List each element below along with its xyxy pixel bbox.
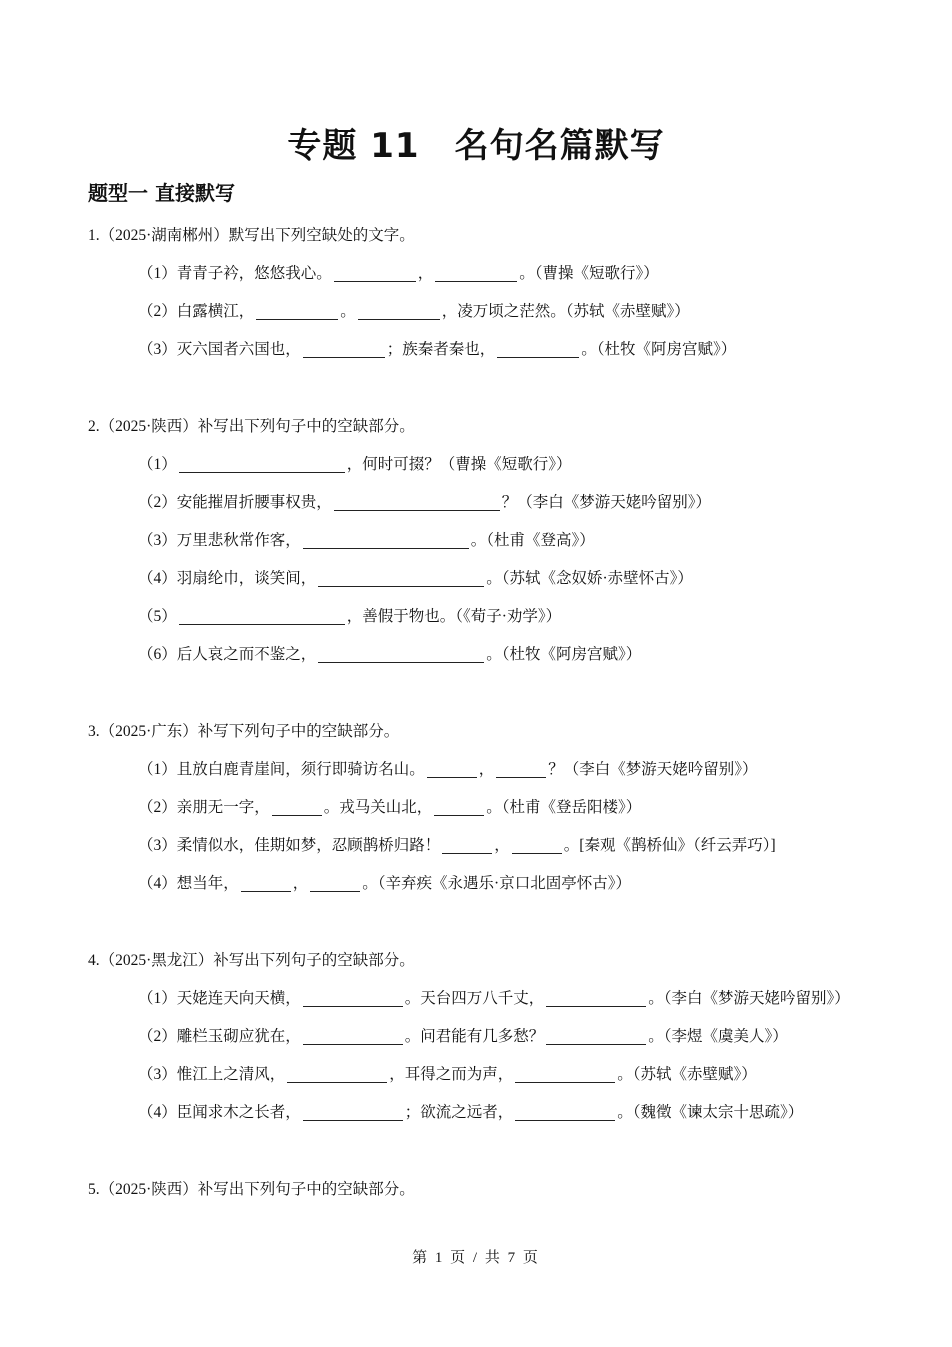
- sub-item-text: ，: [292, 875, 309, 892]
- answer-blank[interactable]: [497, 337, 579, 358]
- sub-item-text: （1）: [138, 456, 177, 473]
- sub-item: [88, 1018, 892, 1056]
- answer-blank[interactable]: [515, 1062, 615, 1083]
- sub-item: [88, 293, 892, 331]
- sub-item-text: ，: [494, 837, 510, 854]
- sub-item-text: ，: [417, 265, 434, 282]
- sub-item: [88, 484, 892, 522]
- sub-item: [88, 1094, 892, 1132]
- sub-item-text: 。（李煜《虞美人》）: [648, 1028, 788, 1045]
- sub-item-text: 。天台四万八千丈，: [404, 990, 545, 1007]
- answer-blank[interactable]: [546, 986, 646, 1007]
- answer-blank[interactable]: [515, 1100, 615, 1121]
- answer-blank[interactable]: [303, 337, 385, 358]
- sub-item-text: 。问君能有几多愁？: [404, 1028, 545, 1045]
- sub-item: [88, 827, 892, 865]
- sub-item-text: 。（杜甫《登岳阳楼》）: [486, 799, 642, 816]
- sub-item-text: （4）想当年，: [138, 875, 239, 892]
- sub-item-text: ，善假于物也。（《荀子·劝学》）: [346, 608, 562, 625]
- sub-item-text: ？（李白《梦游天姥吟留别》）: [501, 494, 712, 511]
- sub-item-text: （1）青青子衿，悠悠我心。: [138, 265, 332, 282]
- sub-item: [88, 751, 892, 789]
- sub-item-text: 。（李白《梦游天姥吟留别》）: [648, 990, 850, 1007]
- answer-blank[interactable]: [512, 833, 562, 854]
- answer-blank[interactable]: [241, 871, 291, 892]
- question-3: [88, 713, 892, 903]
- question-4: [88, 942, 892, 1132]
- sub-item-text: 。（曹操《短歌行》）: [519, 265, 659, 282]
- answer-blank[interactable]: [303, 1024, 403, 1045]
- sub-item-text: 。（苏轼《念奴娇·赤壁怀古》）: [486, 570, 693, 587]
- answer-blank[interactable]: [310, 871, 360, 892]
- question-stem: 1.（2025·湖南郴州）默写出下列空缺处的文字。: [88, 227, 415, 244]
- sub-item-text: （4）羽扇纶巾，谈笑间，: [138, 570, 317, 587]
- sub-item: [88, 331, 892, 369]
- sub-item: [88, 522, 892, 560]
- answer-blank[interactable]: [318, 566, 484, 587]
- answer-blank[interactable]: [334, 490, 500, 511]
- sub-item-text: ；族秦者秦也，: [386, 341, 496, 358]
- answer-blank[interactable]: [435, 261, 517, 282]
- sub-item: [88, 636, 892, 674]
- answer-blank[interactable]: [442, 833, 492, 854]
- answer-blank[interactable]: [434, 795, 484, 816]
- sub-item-text: 。（魏徵《谏太宗十思疏》）: [617, 1104, 804, 1121]
- sub-item: [88, 980, 892, 1018]
- sub-item-text: ；欲流之远者，: [404, 1104, 514, 1121]
- question-5: [88, 1171, 892, 1209]
- sub-item-text: ，耳得之而为声，: [389, 1066, 514, 1083]
- question-stem: 2.（2025·陕西）补写出下列句子中的空缺部分。: [88, 418, 415, 435]
- sub-item-text: 。（杜牧《阿房宫赋》）: [486, 646, 642, 663]
- sub-item-text: （3）柔情似水，佳期如梦，忍顾鹊桥归路！: [138, 837, 441, 854]
- sub-item-text: （1）且放白鹿青崖间，须行即骑访名山。: [138, 761, 425, 778]
- sub-item-text: 。（杜牧《阿房宫赋》）: [581, 341, 737, 358]
- sub-item-text: ，凌万顷之茫然。（苏轼《赤壁赋》）: [441, 303, 690, 320]
- answer-blank[interactable]: [318, 642, 484, 663]
- sub-item-text: 。（杜甫《登高》）: [470, 532, 595, 549]
- page-title: 专题 11 名句名篇默写: [287, 126, 665, 166]
- sub-item: [88, 598, 892, 636]
- sub-item-text: （2）亲朋无一字，: [138, 799, 270, 816]
- question-2: [88, 408, 892, 674]
- sub-item-text: （3）灭六国者六国也，: [138, 341, 301, 358]
- answer-blank[interactable]: [287, 1062, 387, 1083]
- sub-item-text: （6）后人哀之而不鉴之，: [138, 646, 317, 663]
- sub-item-text: 。戎马关山北，: [323, 799, 433, 816]
- answer-blank[interactable]: [358, 299, 440, 320]
- question-1: [88, 217, 892, 369]
- sub-item: [88, 560, 892, 598]
- sub-item-text: ？（李白《梦游天姥吟留别》）: [548, 761, 758, 778]
- answer-blank[interactable]: [303, 528, 469, 549]
- sub-item-text: （4）臣闻求木之长者，: [138, 1104, 301, 1121]
- question-list: [88, 217, 892, 1248]
- sub-item-text: ，: [478, 761, 495, 778]
- question-stem: 4.（2025·黑龙江）补写出下列句子的空缺部分。: [88, 952, 415, 969]
- answer-blank[interactable]: [303, 1100, 403, 1121]
- answer-blank[interactable]: [303, 986, 403, 1007]
- sub-item: [88, 1056, 892, 1094]
- sub-item: [88, 865, 892, 903]
- question-stem: 5.（2025·陕西）补写出下列句子中的空缺部分。: [88, 1181, 415, 1198]
- sub-item: [88, 446, 892, 484]
- answer-blank[interactable]: [179, 604, 345, 625]
- sub-item-text: （1）天姥连天向天横，: [138, 990, 301, 1007]
- section-heading: 题型一 直接默写: [88, 181, 235, 205]
- answer-blank[interactable]: [427, 757, 477, 778]
- answer-blank[interactable]: [179, 452, 345, 473]
- answer-blank[interactable]: [272, 795, 322, 816]
- sub-item-text: （3）万里悲秋常作客，: [138, 532, 301, 549]
- sub-item-text: 。: [340, 303, 356, 320]
- sub-item-text: （2）雕栏玉砌应犹在，: [138, 1028, 301, 1045]
- sub-item-text: 。（苏轼《赤壁赋》）: [617, 1066, 757, 1083]
- sub-item-text: ，何时可掇？（曹操《短歌行》）: [346, 456, 572, 473]
- answer-blank[interactable]: [496, 757, 546, 778]
- sub-item-text: 。（辛弃疾《永遇乐·京口北固亭怀古》）: [362, 875, 631, 892]
- answer-blank[interactable]: [546, 1024, 646, 1045]
- answer-blank[interactable]: [334, 261, 416, 282]
- sub-item-text: 。[秦观《鹊桥仙》（纤云弄巧）]: [563, 837, 776, 854]
- sub-item-text: （3）惟江上之清风，: [138, 1066, 286, 1083]
- sub-item-text: （2）白露横江，: [138, 303, 255, 320]
- answer-blank[interactable]: [256, 299, 338, 320]
- sub-item-text: （5）: [138, 608, 177, 625]
- page-footer: 第 1 页 / 共 7 页: [412, 1250, 540, 1266]
- question-stem: 3.（2025·广东）补写下列句子中的空缺部分。: [88, 723, 400, 740]
- sub-item: [88, 789, 892, 827]
- sub-item: [88, 255, 892, 293]
- sub-item-text: （2）安能摧眉折腰事权贵，: [138, 494, 332, 511]
